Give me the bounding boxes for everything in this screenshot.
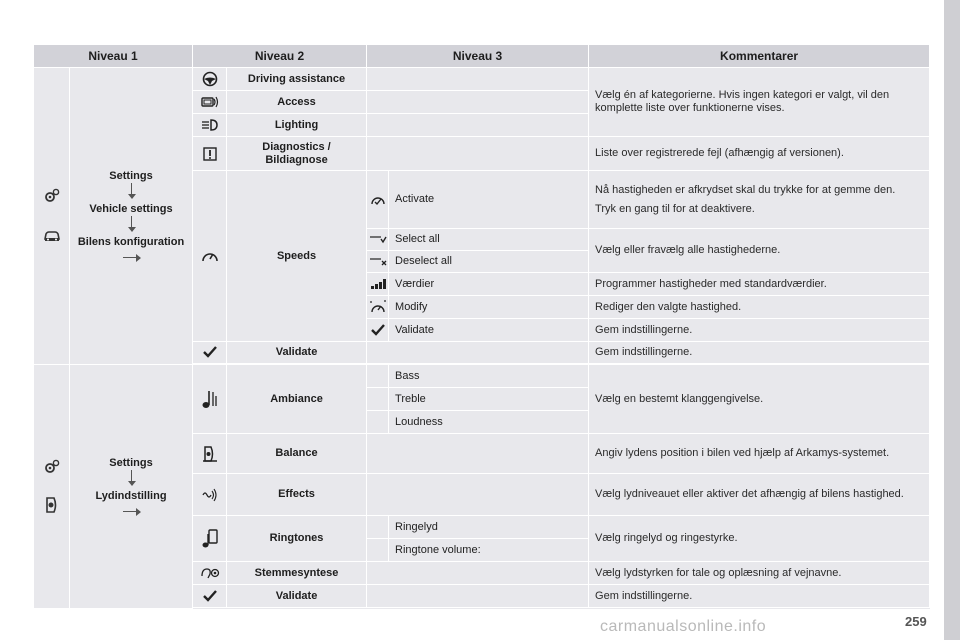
balance-label: Balance <box>227 434 367 474</box>
arrow-down-icon <box>131 216 132 230</box>
level1-path-audio <box>70 365 193 609</box>
ringtones-label: Ringtones <box>227 516 367 562</box>
select-all-icon <box>369 233 387 245</box>
path-settings: Settings <box>109 170 153 182</box>
access-label: Access <box>227 91 367 114</box>
effects-comment: Vælg lydniveauet eller aktiver det afhængig af bilens hastighed. <box>589 474 930 516</box>
diagnostics-label: Diagnostics / Bildiagnose <box>227 137 367 171</box>
balance-icon-cell <box>193 434 227 474</box>
vaerdier-icon-cell <box>367 273 389 296</box>
category-comment: Vælg én af kategorierne. Hvis ingen kategori er valgt, vil den komplette liste over funktionerne vises. <box>589 68 930 137</box>
ringtones-comment: Vælg ringelyd og ringestyrke. <box>589 516 930 562</box>
speed-limit-icon <box>370 192 386 208</box>
path-lydindstilling: Lydindstilling <box>95 489 167 502</box>
section1-validate-icon-cell <box>193 342 227 364</box>
driving-assistance-label: Driving assistance <box>227 68 367 91</box>
ambiance-loudness: Loudness <box>389 411 589 434</box>
driving-assistance-icon-cell <box>193 68 227 91</box>
header-niveau-3: Niveau 3 <box>367 45 589 68</box>
vaerdier-comment: Programmer hastigheder med standardværdier. <box>589 273 930 296</box>
speeds-label: Speeds <box>227 171 367 342</box>
section1-validate-comment: Gem indstillingerne. <box>589 342 930 364</box>
balance-speaker-icon <box>201 445 219 463</box>
modify-icon-cell <box>367 296 389 319</box>
effects-label: Effects <box>227 474 367 516</box>
path-settings: Settings <box>109 456 153 469</box>
modify-speed-icon <box>369 299 387 315</box>
stemme-icon-cell <box>193 562 227 585</box>
headlight-icon <box>201 118 219 132</box>
stemme-comment: Vælg lydstyrken for tale og oplæsning af vejnavne. <box>589 562 930 585</box>
voice-synthesis-icon <box>200 566 220 580</box>
checkmark-icon <box>371 324 385 336</box>
ambiance-icon-cell <box>193 365 227 434</box>
path-vehicle-settings: Vehicle settings <box>89 203 173 215</box>
activate-comment-2: Tryk en gang til for at deaktivere. <box>595 202 755 215</box>
header-niveau-2: Niveau 2 <box>193 45 367 68</box>
page-number: 259 <box>905 614 927 629</box>
table-row <box>34 365 930 388</box>
select-all-label: Select all <box>389 229 589 251</box>
settings-icon <box>42 186 62 206</box>
settings-menu-table <box>33 44 930 609</box>
car-icon <box>42 226 62 246</box>
page-edge-strip <box>944 0 960 640</box>
checkmark-icon <box>203 590 217 602</box>
modify-comment: Rediger den valgte hastighed. <box>589 296 930 319</box>
speaker-icon <box>42 495 62 515</box>
key-access-icon <box>201 95 219 109</box>
select-all-icon-cell <box>367 229 389 251</box>
stemme-label: Stemmesyntese <box>227 562 367 585</box>
activate-icon-cell <box>367 171 389 229</box>
ambiance-bass: Bass <box>389 365 589 388</box>
speeds-validate-comment: Gem indstillingerne. <box>589 319 930 342</box>
lighting-icon-cell <box>193 114 227 137</box>
ambiance-treble: Treble <box>389 388 589 411</box>
deselect-all-label: Deselect all <box>389 251 589 273</box>
level1-icons-vehicle <box>34 68 70 365</box>
section1-validate-label: Validate <box>227 342 367 364</box>
activate-comment <box>589 171 930 229</box>
table-row <box>34 68 930 91</box>
deselect-all-icon <box>369 255 387 267</box>
speeds-validate-icon-cell <box>367 319 389 342</box>
vaerdier-label: Værdier <box>389 273 589 296</box>
table-header-row <box>34 45 930 68</box>
select-comment: Vælg eller fravælg alle hastighederne. <box>589 229 930 273</box>
deselect-all-icon-cell <box>367 251 389 273</box>
steering-wheel-icon <box>202 71 218 87</box>
speeds-validate-label: Validate <box>389 319 589 342</box>
settings-icon <box>42 457 62 477</box>
section2-validate-icon-cell <box>193 585 227 608</box>
speeds-icon-cell <box>193 171 227 342</box>
speedometer-icon <box>201 248 219 264</box>
values-bars-icon <box>369 278 387 290</box>
effects-icon <box>201 487 219 503</box>
arrow-right-icon <box>123 257 139 258</box>
lighting-label: Lighting <box>227 114 367 137</box>
ambiance-label: Ambiance <box>227 365 367 434</box>
level1-icons-audio <box>34 365 70 609</box>
ringtones-ringelyd: Ringelyd <box>389 516 589 539</box>
music-note-icon <box>201 388 219 410</box>
balance-comment: Angiv lydens position i bilen ved hjælp af Arkamys-systemet. <box>589 434 930 474</box>
checkmark-icon <box>203 346 217 358</box>
ringtones-volume: Ringtone volume: <box>389 539 589 562</box>
effects-icon-cell <box>193 474 227 516</box>
ambiance-comment: Vælg en bestemt klanggengivelse. <box>589 365 930 434</box>
access-icon-cell <box>193 91 227 114</box>
level1-path-vehicle <box>70 68 193 365</box>
arrow-down-icon <box>131 183 132 197</box>
arrow-down-icon <box>131 470 132 484</box>
activate-label: Activate <box>389 171 589 229</box>
diagnostics-icon-cell <box>193 137 227 171</box>
ringtone-icon <box>201 528 219 550</box>
path-bilens-konfiguration: Bilens konfiguration <box>77 236 185 248</box>
diagnostics-icon <box>202 146 218 162</box>
diagnostics-comment: Liste over registrerede fejl (afhængig af versionen). <box>589 137 930 171</box>
section2-validate-comment: Gem indstillingerne. <box>589 585 930 608</box>
modify-label: Modify <box>389 296 589 319</box>
activate-comment-1: Nå hastigheden er afkrydset skal du trykke for at gemme den. <box>595 183 896 196</box>
ringtones-icon-cell <box>193 516 227 562</box>
header-niveau-1: Niveau 1 <box>34 45 193 68</box>
watermark: carmanualsonline.info <box>600 618 767 635</box>
arrow-right-icon <box>123 511 139 512</box>
section2-validate-label: Validate <box>227 585 367 608</box>
header-kommentarer: Kommentarer <box>589 45 930 68</box>
